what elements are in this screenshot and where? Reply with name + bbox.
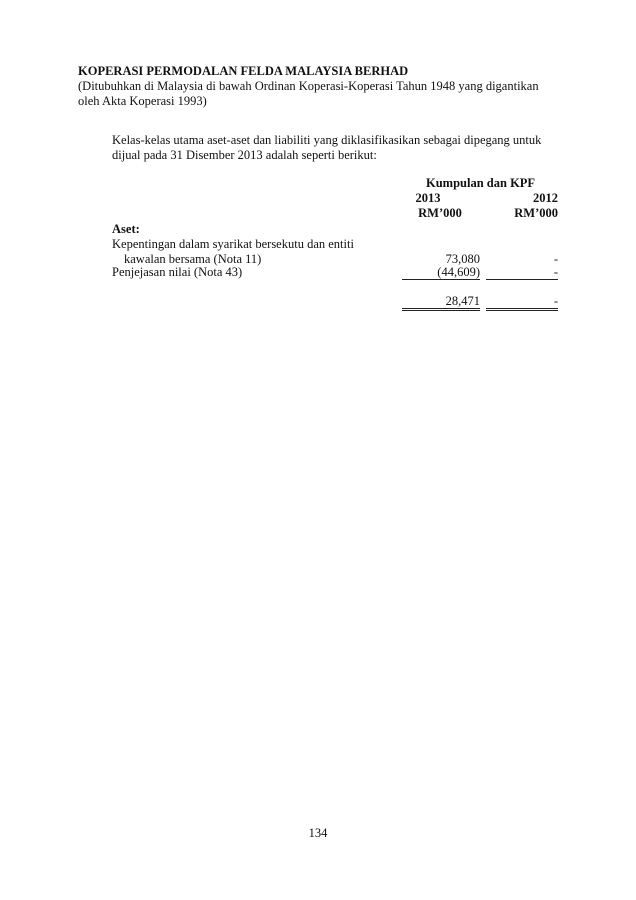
- row-label-continued: kawalan bersama (Nota 11): [124, 252, 262, 266]
- row-label: Kepentingan dalam syarikat bersekutu dan entiti: [112, 237, 354, 251]
- column-unit-2013: RM’000: [418, 206, 462, 220]
- intro-line2: dijual pada 31 Disember 2013 adalah seperti berikut:: [112, 148, 377, 162]
- total-value-2013: 28,471: [445, 294, 480, 308]
- row-value-2012: -: [553, 252, 558, 266]
- subtotal-rule-2013: [402, 279, 480, 280]
- organization-subtitle-line2: oleh Akta Koperasi 1993): [78, 94, 207, 108]
- organization-subtitle-line1: (Ditubuhkan di Malaysia di bawah Ordinan Koperasi-Koperasi Tahun 1948 yang digantikan: [78, 79, 539, 93]
- column-unit-2012: RM’000: [514, 206, 558, 220]
- row-value-2013: 73,080: [445, 252, 480, 266]
- subtotal-rule-2012: [486, 279, 558, 280]
- column-group-header: Kumpulan dan KPF: [426, 176, 536, 190]
- total-double-rule-2012-top: [486, 308, 558, 309]
- page-number: 134: [308, 826, 328, 840]
- organization-name: KOPERASI PERMODALAN FELDA MALAYSIA BERHAD: [78, 64, 409, 78]
- row-value-2012: -: [553, 265, 558, 279]
- total-double-rule-2013-bottom: [402, 310, 480, 311]
- column-year-2013: 2013: [415, 191, 441, 205]
- total-double-rule-2012-bottom: [486, 310, 558, 311]
- column-year-2012: 2012: [533, 191, 558, 205]
- section-label-aset: Aset:: [112, 222, 140, 236]
- total-double-rule-2013-top: [402, 308, 480, 309]
- row-label: Penjejasan nilai (Nota 43): [112, 265, 243, 279]
- intro-line1: Kelas-kelas utama aset-aset dan liabiliti yang diklasifikasikan sebagai dipegang untuk: [112, 133, 542, 147]
- row-value-2013: (44,609): [437, 265, 480, 279]
- total-value-2012: -: [553, 294, 558, 308]
